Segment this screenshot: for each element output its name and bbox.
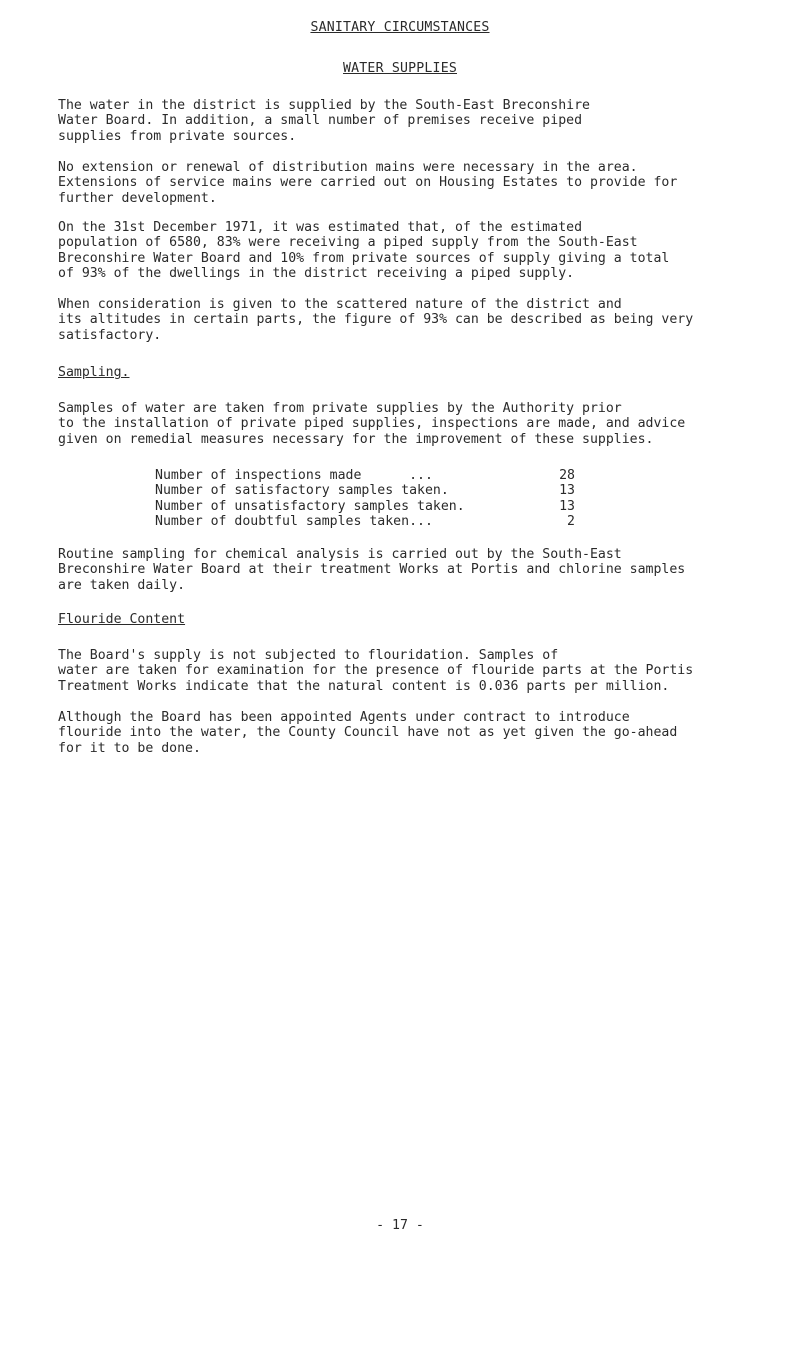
sampling-paragraph: Samples of water are taken from private supplies by the Authority prior to the installation of private piped supplies, inspections are made, and advice given on remedial measures necessary for the improvement of these supplies. [58, 401, 686, 447]
table-row [155, 483, 575, 498]
flouride-heading: Flouride Content [58, 612, 186, 627]
sampling-heading: Sampling. [58, 365, 130, 380]
water-supplies-paragraph-3: On the 31st December 1971, it was estimated that, of the estimated population of 6580, 83% were receiving a piped supply from the South-East Breconshire Water Board and 10% from private sources of supply giving a total of 93% of the dwellings in the district receiving a piped supply. [58, 220, 670, 282]
flouride-paragraph-1: The Board's supply is not subjected to flouridation. Samples of water are taken for examination for the presence of flouride parts at the Portis Treatment Works indicate that the natural content is 0.036 parts per million. [58, 648, 694, 694]
table-row-label: Number of inspections made ... [155, 468, 433, 483]
water-supplies-paragraph-1: The water in the district is supplied by the South-East Breconshire Water Board. In addition, a small number of premises receive piped supplies from private sources. [58, 98, 590, 144]
water-supplies-paragraph-4: When consideration is given to the scattered nature of the district and its altitudes in certain parts, the figure of 93% can be described as being very satisfactory. [58, 297, 694, 343]
table-row-value: 2 [567, 514, 575, 530]
page-title: SANITARY CIRCUMSTANCES [310, 20, 490, 35]
table-row-value: 28 [559, 468, 575, 483]
table-row-label: Number of doubtful samples taken... [155, 514, 433, 530]
water-supplies-paragraph-2: No extension or renewal of distribution mains were necessary in the area. Extensions of service mains were carried out on Housing Estates to provide for further development. [58, 160, 678, 206]
flouride-paragraph-2: Although the Board has been appointed Agents under contract to introduce flouride into the water, the County Council have not as yet given the go-ahead for it to be done. [58, 710, 678, 756]
page-number: - 17 - [376, 1218, 424, 1233]
table-row-label: Number of satisfactory samples taken. [155, 483, 449, 499]
routine-sampling-paragraph: Routine sampling for chemical analysis is carried out by the South-East Breconshire Water Board at their treatment Works at Portis and chlorine samples are taken daily. [58, 547, 686, 593]
table-row [155, 514, 575, 529]
table-row [155, 499, 575, 514]
table-row [155, 468, 575, 483]
table-row-label: Number of unsatisfactory samples taken. [155, 498, 465, 514]
table-row-value: 13 [559, 498, 575, 514]
water-supplies-heading: WATER SUPPLIES [343, 61, 457, 76]
table-row-value: 13 [559, 483, 575, 499]
sampling-table [155, 468, 575, 530]
